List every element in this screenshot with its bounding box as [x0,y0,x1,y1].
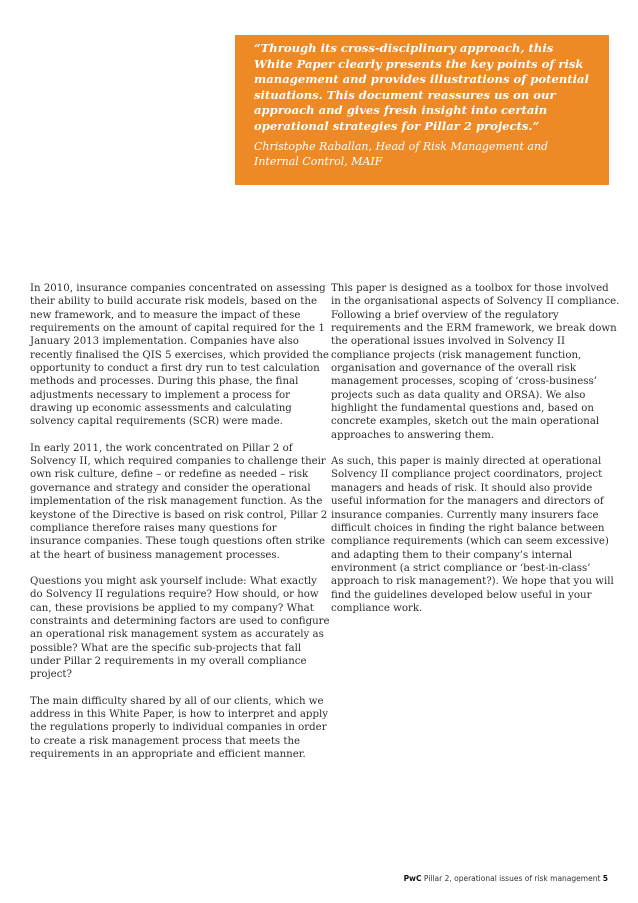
left-column [30,282,330,774]
pull-quote-attribution: Christophe Raballan, Head of Risk Management and Internal Control, MAIF [254,139,549,169]
paragraph: This paper is designed as a toolbox for those involved in the organisational aspects of Solvency II compliance. Following a brief overview of the regulatory requirements and the ERM framework, we break down the operational issues involved in Solvency II compliance projects (risk management function, organisation and governance of the overall risk management processes, scoping of ‘cross-business’ projects such as data quality and ORSA). We also highlight the fundamental questions and, based on concrete examples, sketch out the main operational approaches to answering them. [331,283,620,441]
paragraph: The main difficulty shared by all of our clients, which we address in this White Paper, is how to interpret and apply the regulations properly to individual companies in order to create a risk management process that meets the requirements in an appropriate and efficient manner. [30,695,328,760]
pull-quote-text: “Through its cross-disciplinary approach, this White Paper clearly presents the key points of risk management and provides illustrations of potential situations. This document reassures us on our approach and gives fresh insight into certain operational strategies for Pillar 2 projects.” [254,41,589,133]
page-number: 5 [602,874,608,883]
footer-brand: PwC [403,874,422,883]
paragraph: As such, this paper is mainly directed at operational Solvency II compliance project coordinators, project managers and heads of risk. It should also provide useful information for the managers and directors of insurance companies. Currently many insurers face difficult choices in finding the right balance between compliance requirements (which can seem excessive) and adapting them to their company’s internal environment (a strict compliance or ‘best-in-class’ approach to risk management?). We hope that you will find the guidelines developed below useful in your compliance work. [331,456,614,614]
paragraph: In 2010, insurance companies concentrated on assessing their ability to build accurate risk models, based on the new framework, and to measure the impact of these requirements on the amount of capital required for the 1 January 2013 implementation. Companies have also recently finalised the QIS 5 exercises, which provided the opportunity to conduct a first dry run to test calculation methods and processes. During this phase, the final adjustments necessary to implement a process for drawing up economic assessments and calculating solvency capital requirements (SCR) were made. [30,283,329,428]
footer-title: Pillar 2, operational issues of risk management [423,874,601,883]
paragraph: Questions you might ask yourself include: What exactly do Solvency II regulations require? How should, or how can, these provisions be applied to my company? What constraints and determining factors are used to configure an operational risk management system as accurately as possible? What are the specific sub-projects that fall under Pillar 2 requirements in my overall compliance project? [30,575,330,681]
pull-quote-box [235,35,609,185]
page-footer [404,874,608,883]
paragraph: In early 2011, the work concentrated on Pillar 2 of Solvency II, which required companies to challenge their own risk culture, define – or redefine as needed – risk governance and strategy and consider the operational implementation of the risk management function. As the keystone of the Directive is based on risk control, Pillar 2 compliance therefore raises many questions for insurance companies. These tough questions often strike at the heart of business management processes. [30,442,328,561]
right-column [331,282,621,628]
